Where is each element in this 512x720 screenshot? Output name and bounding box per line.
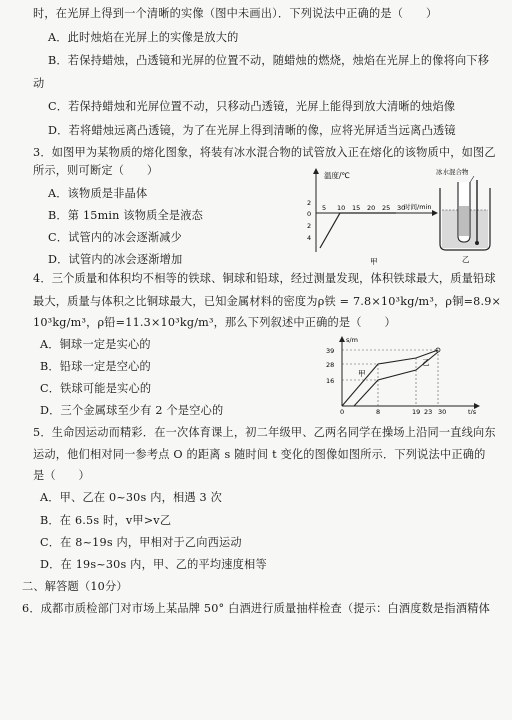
q5-stem-line2: 运动，他们相对同一参考点 O 的距离 s 随时间 t 变化的图像如图所示．下列说法中正确的 bbox=[33, 448, 486, 461]
st-ytick-39: 39 bbox=[326, 347, 335, 355]
q3-option-c: C．试管内的冰会逐渐减少 bbox=[48, 231, 183, 244]
melting-graph-caption: 甲 bbox=[370, 257, 378, 266]
q2-option-b-cont: 动 bbox=[33, 77, 45, 90]
thermometer-bulb bbox=[475, 241, 479, 245]
st-label-jia: 甲 bbox=[358, 369, 366, 378]
melting-graph-ylabel: 温度/℃ bbox=[324, 171, 350, 180]
melting-ytick: 4 bbox=[307, 234, 312, 242]
st-xtick-23: 23 bbox=[424, 408, 433, 414]
q5-option-b: B．在 6.5s 时，v甲>v乙 bbox=[40, 514, 172, 527]
st-label-yi: 乙 bbox=[422, 358, 430, 367]
melting-xtick: 10 bbox=[337, 204, 346, 212]
q5-option-c: C．在 8~19s 内，甲相对于乙向西运动 bbox=[40, 536, 242, 549]
st-xtick-8: 8 bbox=[376, 408, 381, 414]
melting-xtick: 15 bbox=[352, 204, 361, 212]
melting-graph-figure bbox=[300, 168, 442, 268]
st-ytick-28: 28 bbox=[326, 361, 335, 369]
st-graph-ylabel: s/m bbox=[346, 336, 358, 344]
q4-option-b: B．铅球一定是空心的 bbox=[40, 360, 151, 373]
st-xtick-30: 30 bbox=[438, 408, 447, 414]
q3-option-d: D．试管内的冰会逐渐增加 bbox=[48, 253, 183, 266]
q4-option-a: A．铜球一定是实心的 bbox=[40, 338, 151, 351]
melting-ytick: 2 bbox=[307, 199, 312, 207]
melting-ytick: 2 bbox=[307, 222, 312, 230]
q5-stem-line1: 5．生命因运动而精彩．在一次体育课上，初二年级甲、乙两名同学在操场上沿同一直线向东 bbox=[33, 426, 496, 439]
test-tube-apparatus-figure bbox=[432, 166, 502, 266]
melting-curve bbox=[320, 213, 396, 248]
q2-option-b: B．若保持蜡烛，凸透镜和光屏的位置不动，随蜡烛的燃烧，烛焰在光屏上的像将向下移 bbox=[48, 54, 490, 67]
q3-stem-line1: 3．如图甲为某物质的熔化图象，将装有冰水混合物的试管放入正在熔化的该物质中，如图乙 bbox=[33, 146, 496, 159]
ice-water-mixture-label: 冰水混合物 bbox=[436, 168, 469, 176]
q4-stem-line2: 最大，质量与体积之比铜球最大，已知金属材料的密度为ρ铁 = 7.8×10³kg/m³，ρ铜=8.9× bbox=[33, 295, 502, 308]
q4-option-d: D．三个金属球至少有 2 个是空心的 bbox=[40, 404, 224, 417]
melting-graph-xlabel: 时间/min bbox=[404, 203, 432, 211]
q2-option-d: D．若将蜡烛远离凸透镜，为了在光屏上得到清晰的像，应将光屏适当远离凸透镜 bbox=[48, 124, 456, 137]
q3-option-a: A．该物质是非晶体 bbox=[48, 187, 148, 200]
st-graph-xlabel: t/s bbox=[468, 408, 477, 414]
melting-xtick: 20 bbox=[367, 204, 376, 212]
q5-stem-line3: 是（ ） bbox=[33, 469, 90, 482]
q3-option-b: B．第 15min 该物质全是液态 bbox=[48, 209, 204, 222]
st-y-arrow-icon bbox=[339, 336, 345, 342]
apparatus-caption: 乙 bbox=[462, 255, 470, 264]
st-ytick-16: 16 bbox=[326, 377, 335, 385]
q2-stem-tail: 时，在光屏上得到一个清晰的实像（图中未画出）．下列说法中正确的是（ ） bbox=[33, 7, 438, 20]
q6-stem: 6．成都市质检部门对市场上某品牌 50° 白酒进行质量抽样检查（提示：白酒度数是指酒精体 bbox=[22, 602, 490, 615]
melting-xtick: 5 bbox=[322, 204, 327, 212]
y-axis-arrow-icon bbox=[313, 168, 319, 174]
st-xtick-19: 19 bbox=[412, 408, 421, 414]
section-heading: 二、解答题（10分） bbox=[22, 580, 128, 593]
st-xtick-0: 0 bbox=[340, 408, 345, 414]
ice-water-mixture bbox=[459, 206, 469, 236]
melting-xtick: 30 bbox=[397, 204, 406, 212]
q5-option-d: D．在 19s~30s 内，甲、乙的平均速度相等 bbox=[40, 558, 267, 571]
q5-option-a: A．甲、乙在 0~30s 内，相遇 3 次 bbox=[40, 491, 222, 504]
q4-option-c: C．铁球可能是实心的 bbox=[40, 382, 152, 395]
q4-stem-line3: 10³kg/m³，ρ铅=11.3×10³kg/m³，那么下列叙述中正确的是（ ） bbox=[33, 316, 396, 329]
q2-option-a: A．此时烛焰在光屏上的实像是放大的 bbox=[48, 31, 239, 44]
melting-xtick: 25 bbox=[382, 204, 391, 212]
q2-option-c: C．若保持蜡烛和光屏位置不动，只移动凸透镜，光屏上能得到放大清晰的烛焰像 bbox=[48, 100, 456, 113]
q3-stem-line2: 所示，则可断定（ ） bbox=[33, 164, 159, 177]
q4-stem-line1: 4．三个质量和体积均不相等的铁球、铜球和铅球，经过测量发现，体积铁球最大，质量铅球 bbox=[33, 272, 496, 285]
distance-time-graph bbox=[318, 334, 488, 414]
melting-ytick: 0 bbox=[307, 210, 312, 218]
